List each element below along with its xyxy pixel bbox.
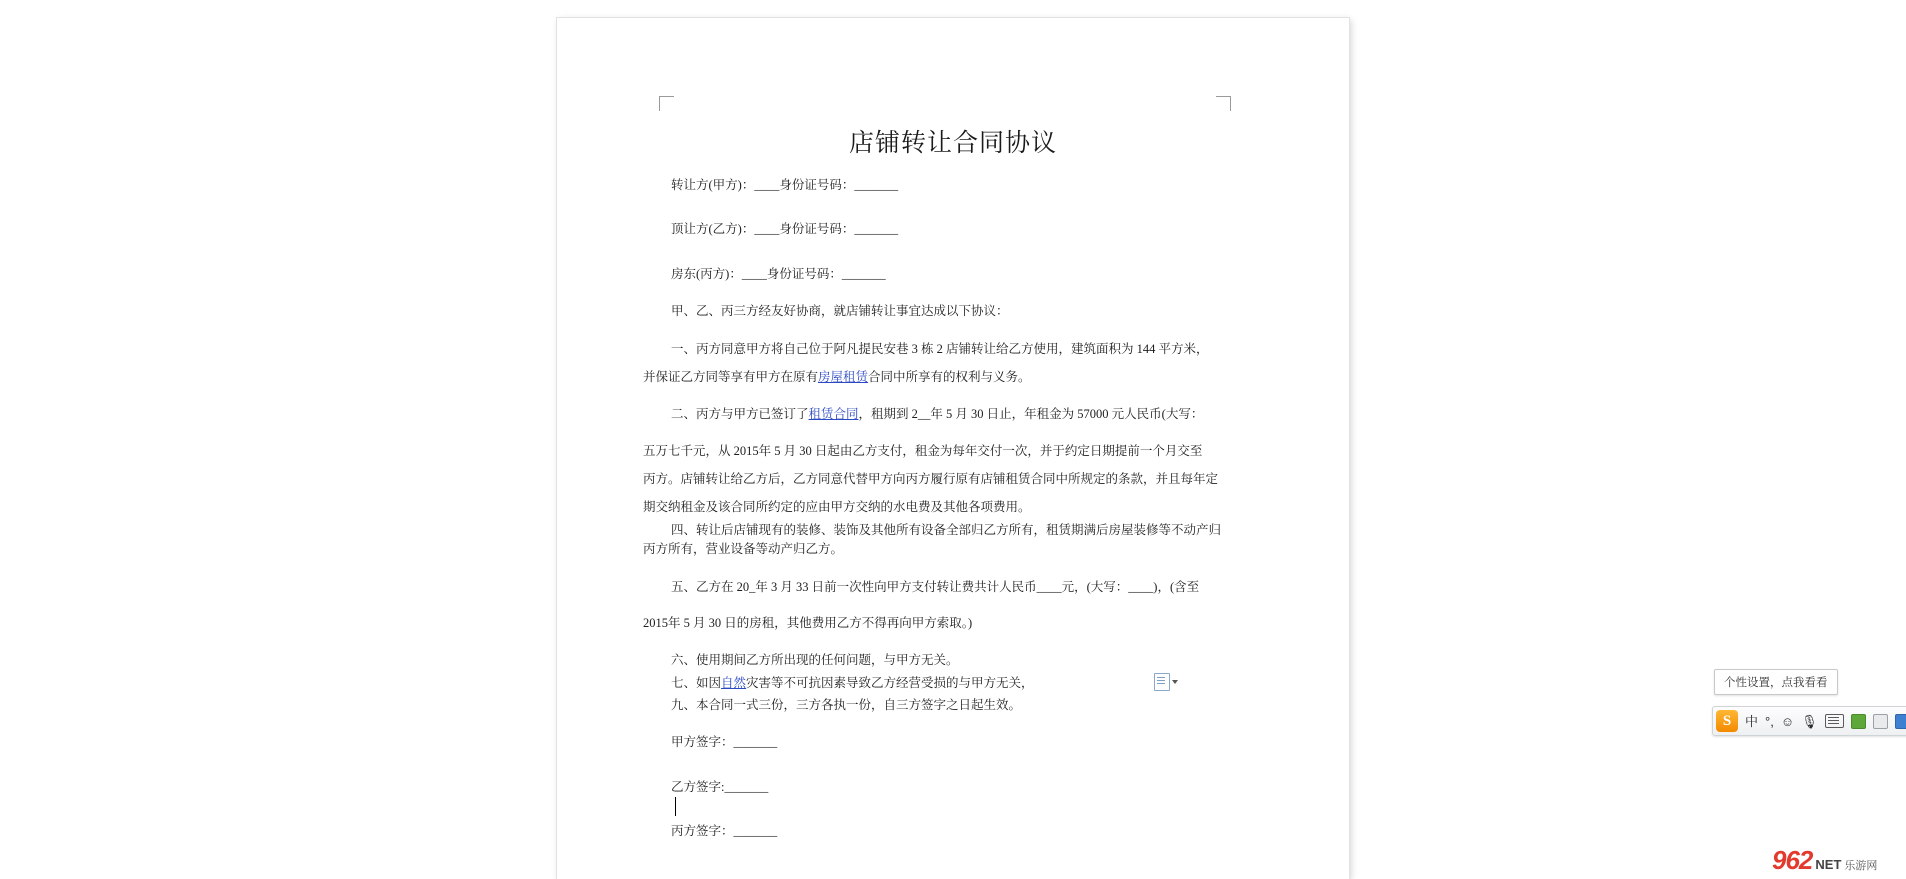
ime-toolbar[interactable]	[1712, 706, 1906, 736]
watermark	[1772, 845, 1877, 876]
clause-2-line-3: 丙方。店铺转让给乙方后，乙方同意代替甲方向丙方履行原有店铺租赁合同中所规定的条款，并且每年定	[643, 472, 1219, 486]
crop-mark-top-right	[1216, 96, 1231, 111]
keyboard-icon[interactable]	[1825, 714, 1844, 728]
paragraph-preamble: 甲、乙、丙三方经友好协商，就店铺转让事宜达成以下协议：	[671, 304, 1009, 319]
ime-tip-bubble[interactable]	[1714, 669, 1838, 695]
menu-icon[interactable]	[1895, 714, 1906, 729]
ime-punctuation-toggle[interactable]: °,	[1765, 713, 1774, 729]
clause-7-text-pre: 七、如因	[671, 675, 722, 690]
text-cursor	[675, 797, 676, 816]
tools-icon[interactable]	[1851, 714, 1866, 729]
paragraph-party-b: 顶让方(乙方)：____身份证号码：_______	[671, 222, 899, 237]
crop-mark-top-left	[659, 96, 674, 111]
signature-party-b: 乙方签字:_______	[671, 779, 769, 794]
sogou-logo-icon[interactable]: S	[1716, 710, 1738, 732]
clipboard-icon	[1154, 673, 1170, 691]
paste-options-button[interactable]	[1154, 673, 1178, 691]
clause-2-line-4: 期交纳租金及该合同所约定的应由甲方交纳的水电费及其他各项费用。	[643, 500, 1031, 515]
link-lease-contract[interactable]: 租赁合同	[808, 407, 859, 422]
clause-1-line-1: 一、丙方同意甲方将自己位于阿凡提民安巷 3 栋 2 店铺转让给乙方使用，建筑面积为 144 平方米，	[671, 341, 1209, 356]
watermark-site-name: 乐游网	[1844, 860, 1878, 872]
paragraph-party-c: 房东(丙方)：____身份证号码：_______	[671, 266, 886, 281]
ime-tip-label: 个性设置，点我看看	[1724, 677, 1828, 689]
link-lease-housing[interactable]: 房屋租赁	[818, 369, 869, 384]
clause-4-line-1: 四、转让后店铺现有的装修、装饰及其他所有设备全部归乙方所有，租赁期满后房屋装修等不动产归	[671, 522, 1222, 537]
clause-7-text-post: 灾害等不可抗因素导致乙方经营受损的与甲方无关，	[746, 675, 1034, 690]
signature-party-c: 丙方签字：_______	[671, 824, 778, 839]
document-title: 店铺转让合同协议	[848, 130, 1057, 157]
microphone-icon[interactable]: 🎙	[1801, 713, 1818, 729]
clause-1-line-2	[643, 368, 1265, 387]
ime-mode-toggle[interactable]: 中	[1745, 713, 1759, 729]
document-body[interactable]	[643, 176, 1265, 842]
paragraph-party-a: 转让方(甲方)：____身份证号码：_______	[671, 178, 899, 192]
link-natural[interactable]: 自然	[721, 675, 747, 690]
clause-2-line-2: 五万七千元，从 2015年 5 月 30 日起由乙方支付，租金为每年交付一次，并于约定日期提前一个月交至	[643, 443, 1203, 458]
clause-5-line-1: 五、乙方在 20_年 3 月 33 日前一次性向甲方支付转让费共计人民币____元，(大写：____)，(含至	[671, 579, 1200, 594]
clause-1-text-pre: 并保证乙方同等享有甲方在原有	[643, 369, 819, 384]
smiley-icon[interactable]: ☺	[1780, 713, 1795, 729]
clause-2-text-pre: 二、丙方与甲方已签订了	[671, 407, 809, 422]
chevron-down-icon[interactable]	[1172, 680, 1178, 684]
clause-2-line-1	[643, 405, 1265, 424]
clause-9: 九、本合同一式三份，三方各执一份，自三方签字之日起生效。	[671, 698, 1022, 712]
clause-5-line-2: 2015年 5 月 30 日的房租，其他费用乙方不得再向甲方索取。)	[643, 615, 973, 630]
watermark-net: NET	[1815, 857, 1842, 872]
clause-1-text-post: 合同中所享有的权利与义务。	[868, 369, 1031, 384]
skin-icon[interactable]	[1873, 714, 1888, 729]
clause-4-line-2: 丙方所有，营业设备等动产归乙方。	[643, 542, 844, 557]
watermark-number: 962	[1772, 845, 1813, 875]
document-page[interactable]	[557, 18, 1349, 879]
clause-2-text-post: ，租期到 2__年 5 月 30 日止，年租金为 57000 元人民币(大写：	[858, 407, 1204, 422]
signature-party-a: 甲方签字：_______	[671, 735, 778, 750]
clause-6: 六、使用期间乙方所出现的任何问题，与甲方无关。	[671, 653, 959, 668]
